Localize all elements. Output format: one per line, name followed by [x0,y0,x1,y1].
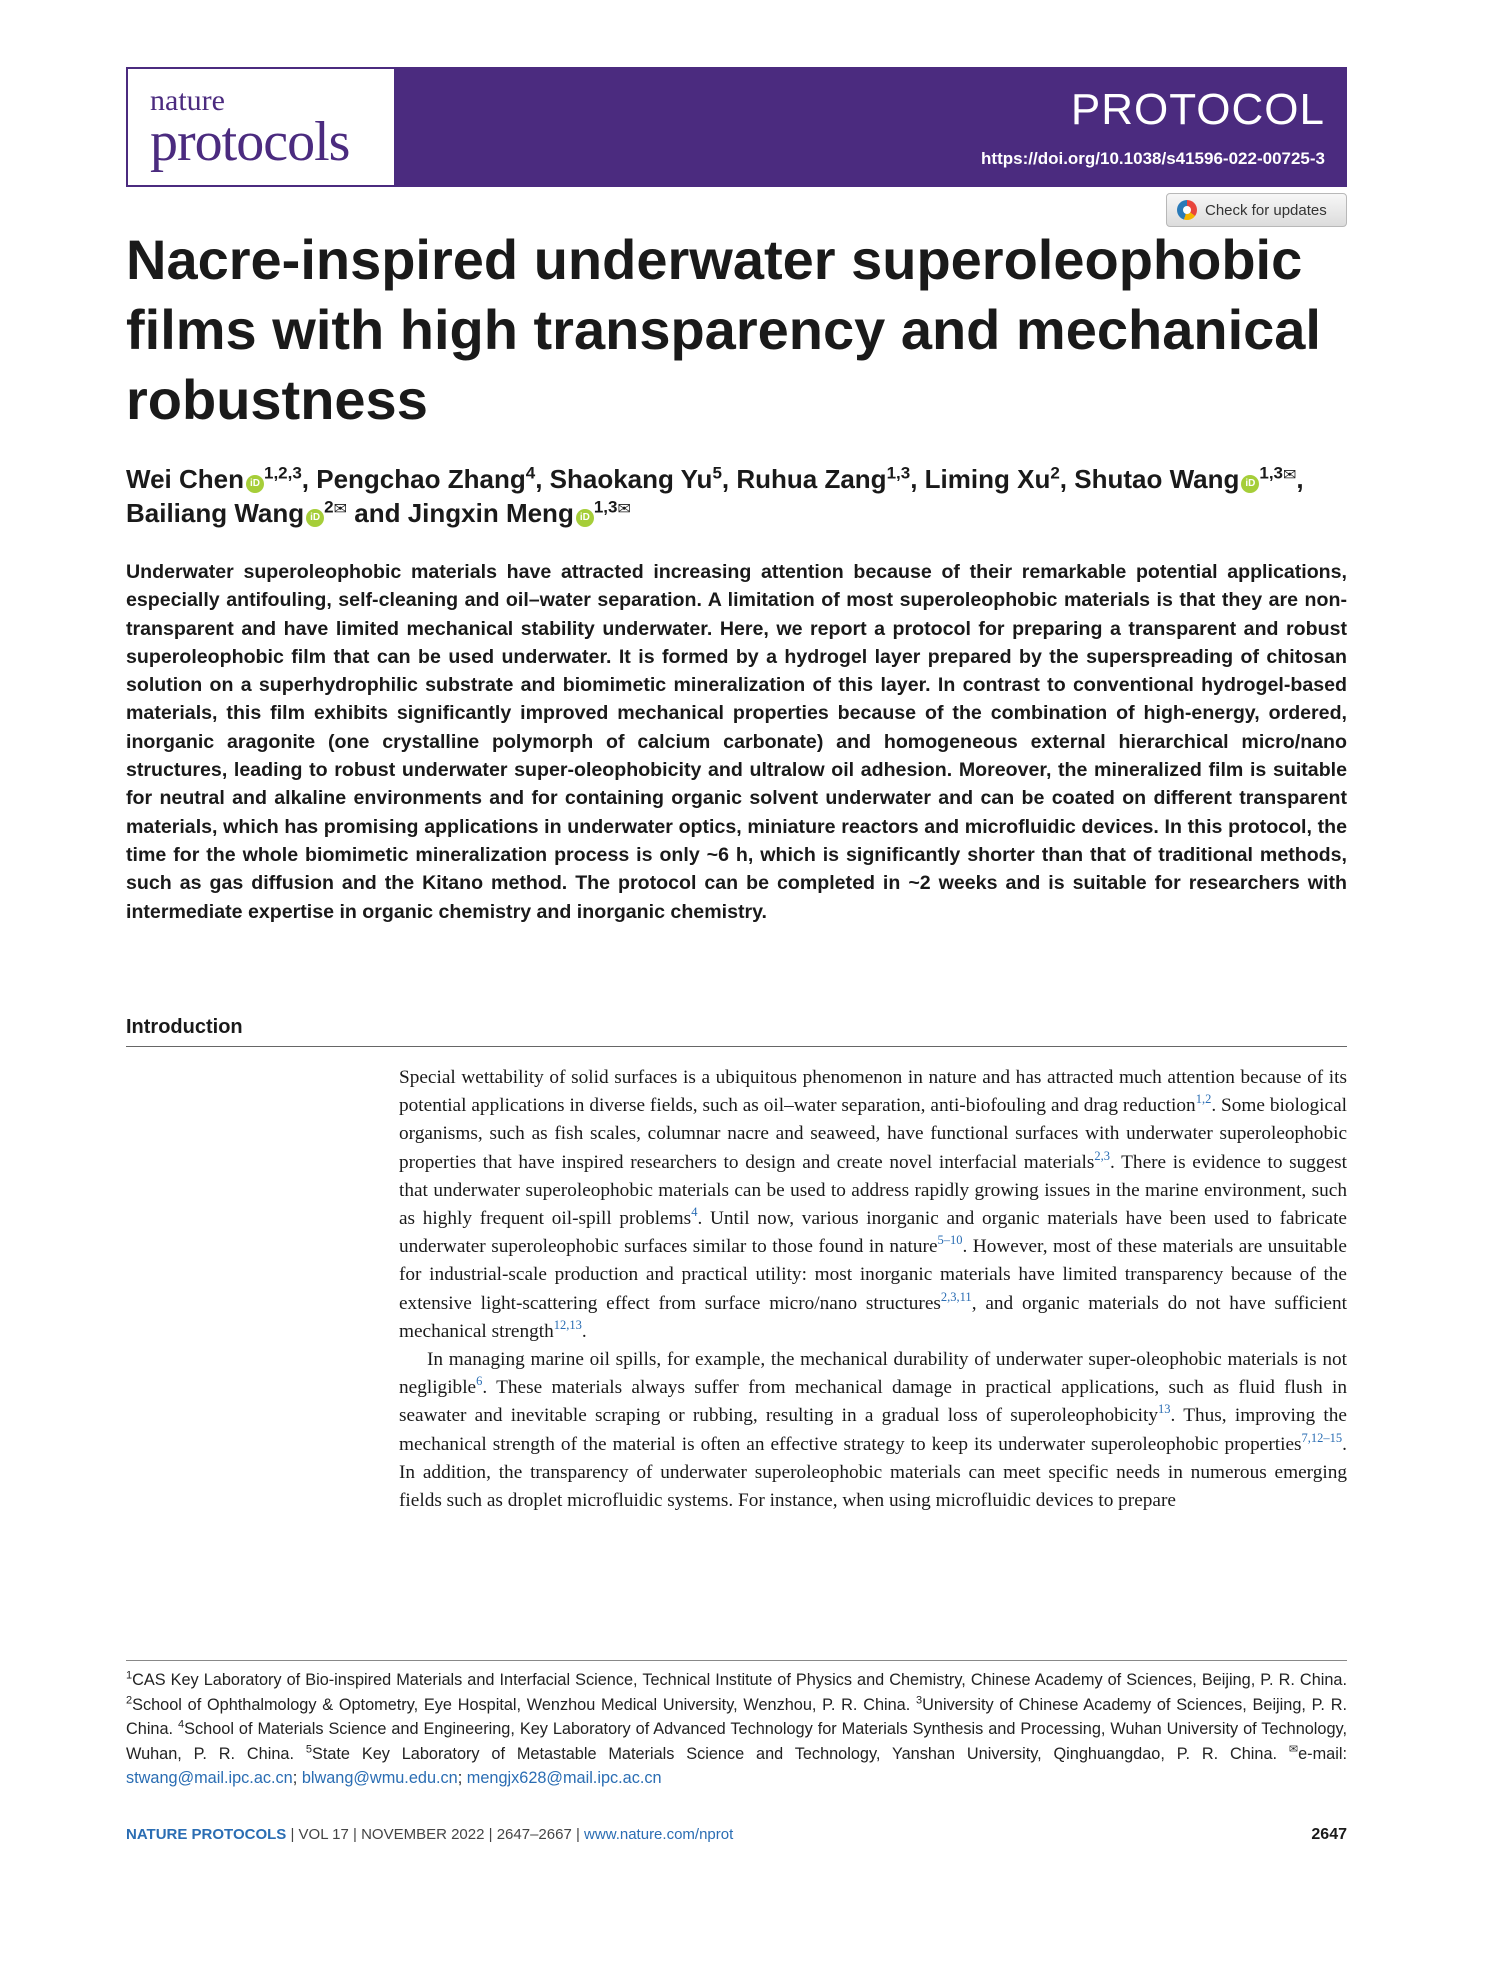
check-for-updates-button[interactable] [1166,193,1347,227]
footer-date: NOVEMBER 2022 [361,1826,485,1843]
footnote-divider [126,1660,1347,1661]
logo-nature: nature [150,84,225,117]
email-link[interactable]: blwang@wmu.edu.cn [301,1769,458,1787]
reference-link[interactable]: 13 [1158,1402,1171,1417]
author-name[interactable]: Wei Chen [126,464,244,494]
paragraph: Special wettability of solid surfaces is a ubiquitous phenomenon in nature and has attracted much attention because of its potential applications in diverse fields, such as oil–water separation, anti-biofouling and drag reduction$^{1,2}$. Some biological organisms, such as fish scales, columnar nacre and seaweed, have functional surfaces with underwater superoleophobic properties that have inspired researchers to design and create novel interfacial materials$^{2,3}$. There is evidence to suggest that underwater superoleophobic materials can be used to address rapidly growing issues in the marine environment, such as highly frequent oil-spill problems$^4$. Until now, various inorganic and organic materials have been used to fabricate underwater superoleophobic surfaces similar to those found in nature$^{5-10}$. However, most of these materials are unsuitable for industrial-scale production and practical utility: most inorganic materials have limited transparency because of the extensive light-scattering effect from surface micro/nano structures$^{2,3,11}$, and organic materials do not have sufficient mechanical strength$^{12,13}$. [399,1067,1347,1342]
orcid-icon[interactable]: iD [246,475,264,493]
orcid-icon[interactable]: iD [1241,475,1259,493]
author-name[interactable]: , Liming Xu [910,464,1051,494]
footer-journal: NATURE PROTOCOLS [126,1826,287,1843]
affiliations-footnote: $^1$CAS Key Laboratory of Bio-inspired Materials and Interfacial Science, Technical Institute of Physics and Chemistry, Chinese Academy of Sciences, Beijing, P. R. China. $^2$School of Ophthalmology & Optometry, Eye Hospital, Wenzhou Medical University, Wenzhou, P. R. China. $^3$University of Chinese Academy of Sciences, Beijing, P. R. China. $^4$School of Materials Science and Engineering, Key Laboratory of Advanced Technology for Materials Synthesis and Processing, Wuhan University of Technology, Wuhan, P. R. China. $^5$State Key Laboratory of Metastable Materials Science and Technology, Yanshan University, Qinghuangdao, P. R. China. ✉e-mail: stwang@mail.ipc.ac.cn; blwang@wmu.edu.cn; mengjx628@mail.ipc.ac.cn [126,1669,1347,1787]
author-name[interactable]: Bailiang Wang [126,498,305,528]
reference-link[interactable]: 4 [691,1205,698,1220]
author-affiliation: 1,3 [1259,463,1284,483]
author-affiliation: 4 [525,463,536,483]
section-divider [126,1046,1347,1047]
orcid-icon[interactable]: iD [306,509,324,527]
email-icon[interactable]: ✉ [333,501,348,518]
article-type: PROTOCOL [1070,85,1325,134]
author-name[interactable]: and Jingxin Meng [347,498,574,528]
section-heading-introduction: Introduction [126,1016,243,1038]
reference-link[interactable]: 6 [476,1374,483,1389]
author-name[interactable]: , Pengchao Zhang [301,464,526,494]
reference-link[interactable]: 7,12–15 [1301,1430,1343,1445]
page-footer: NATURE PROTOCOLS | VOL 17 | NOVEMBER 2022 | 2647–2667 | www.nature.com/nprot 2647 [126,1826,1347,1843]
doi-link[interactable]: https://doi.org/10.1038/s41596-022-00725-3 [981,149,1325,168]
email-icon: ✉ [1288,1743,1299,1756]
email-icon[interactable]: ✉ [617,501,631,518]
author-affiliation: 2 [1050,463,1060,483]
page-number: 2647 [1311,1826,1347,1843]
introduction-body [399,1064,1347,1515]
abstract: Underwater superoleophobic materials have attracted increasing attention because of their remarkable potential applications, especially antifouling, self-cleaning and oil–water separation. A limitation of most superoleophobic materials is that they are non-transparent and have limited mechanical stability underwater. Here, we report a protocol for preparing a transparent and robust superoleophobic film that can be used underwater. It is formed by a hydrogel layer prepared by the superspreading of chitosan solution on a superhydrophilic substrate and biomimetic mineralization of this layer. In contrast to conventional hydrogel-based materials, this film exhibits significantly improved mechanical properties because of the combination of high-energy, ordered, inorganic aragonite (one crystalline polymorph of calcium carbonate) and homogeneous external hierarchical micro/nano structures, leading to robust underwater super-oleophobicity and ultralow oil adhesion. Moreover, the mineralized film is suitable for neutral and alkaline environments and for containing organic solvent underwater and can be coated on different transparent materials, which has promising applications in underwater optics, miniature reactors and microfluidic devices. In this protocol, the time for the whole biomimetic mineralization process is only ~6 h, which is significantly shorter than that of traditional methods, such as gas diffusion and the Kitano method. The protocol can be completed in ~2 weeks and is suitable for researchers with intermediate expertise in organic chemistry and inorganic chemistry. [126,561,1347,923]
paragraph: In managing marine oil spills, for example, the mechanical durability of underwater super-oleophobic materials is not negligible$^6$. These materials always suffer from mechanical damage in practical applications, such as fluid flush in seawater and inevitable scraping or rubbing, resulting in a gradual loss of superoleophobicity$^{13}$. Thus, improving the mechanical strength of the material is often an effective strategy to keep its underwater superoleophobic properties$^{7,12-15}$. In addition, the transparency of underwater superoleophobic materials can meet specific needs in numerous emerging fields such as droplet microfluidic systems. For instance, when using microfluidic devices to prepare [399,1349,1347,1512]
reference-link[interactable]: 2,3 [1094,1148,1111,1163]
reference-link[interactable]: 5–10 [937,1233,963,1248]
author-name[interactable]: , Shaokang Yu [535,464,713,494]
author-affiliation: 1,3 [593,497,618,517]
check-updates-label: Check for updates [1205,201,1327,219]
footer-volume: VOL 17 [298,1826,349,1843]
author-name[interactable]: , Shutao Wang [1059,464,1240,494]
email-icon[interactable]: ✉ [1283,467,1297,484]
author-list [126,462,1351,530]
email-link[interactable]: stwang@mail.ipc.ac.cn [126,1769,293,1787]
reference-link[interactable]: 1,2 [1195,1092,1212,1107]
author-affiliation: 1,2,3 [263,463,302,483]
author-separator: , [1296,464,1304,494]
footer-pages: 2647–2667 [496,1826,572,1843]
author-affiliation: 2 [324,497,334,517]
author-name[interactable]: , Ruhua Zang [721,464,887,494]
journal-logo[interactable] [126,67,396,187]
orcid-icon[interactable]: iD [576,509,594,527]
crossmark-icon [1177,200,1197,220]
reference-link[interactable]: 12,13 [553,1317,582,1332]
header-banner [396,67,1347,187]
email-link[interactable]: mengjx628@mail.ipc.ac.cn [466,1769,662,1787]
reference-link[interactable]: 2,3,11 [940,1289,972,1304]
logo-protocols: protocols [150,111,350,173]
author-affiliation: 1,3 [886,463,911,483]
footer-url[interactable]: www.nature.com/nprot [584,1826,734,1843]
author-affiliation: 5 [712,463,722,483]
article-title: Nacre-inspired underwater superoleophobic films with high transparency and mechanical robustness [126,228,1321,431]
